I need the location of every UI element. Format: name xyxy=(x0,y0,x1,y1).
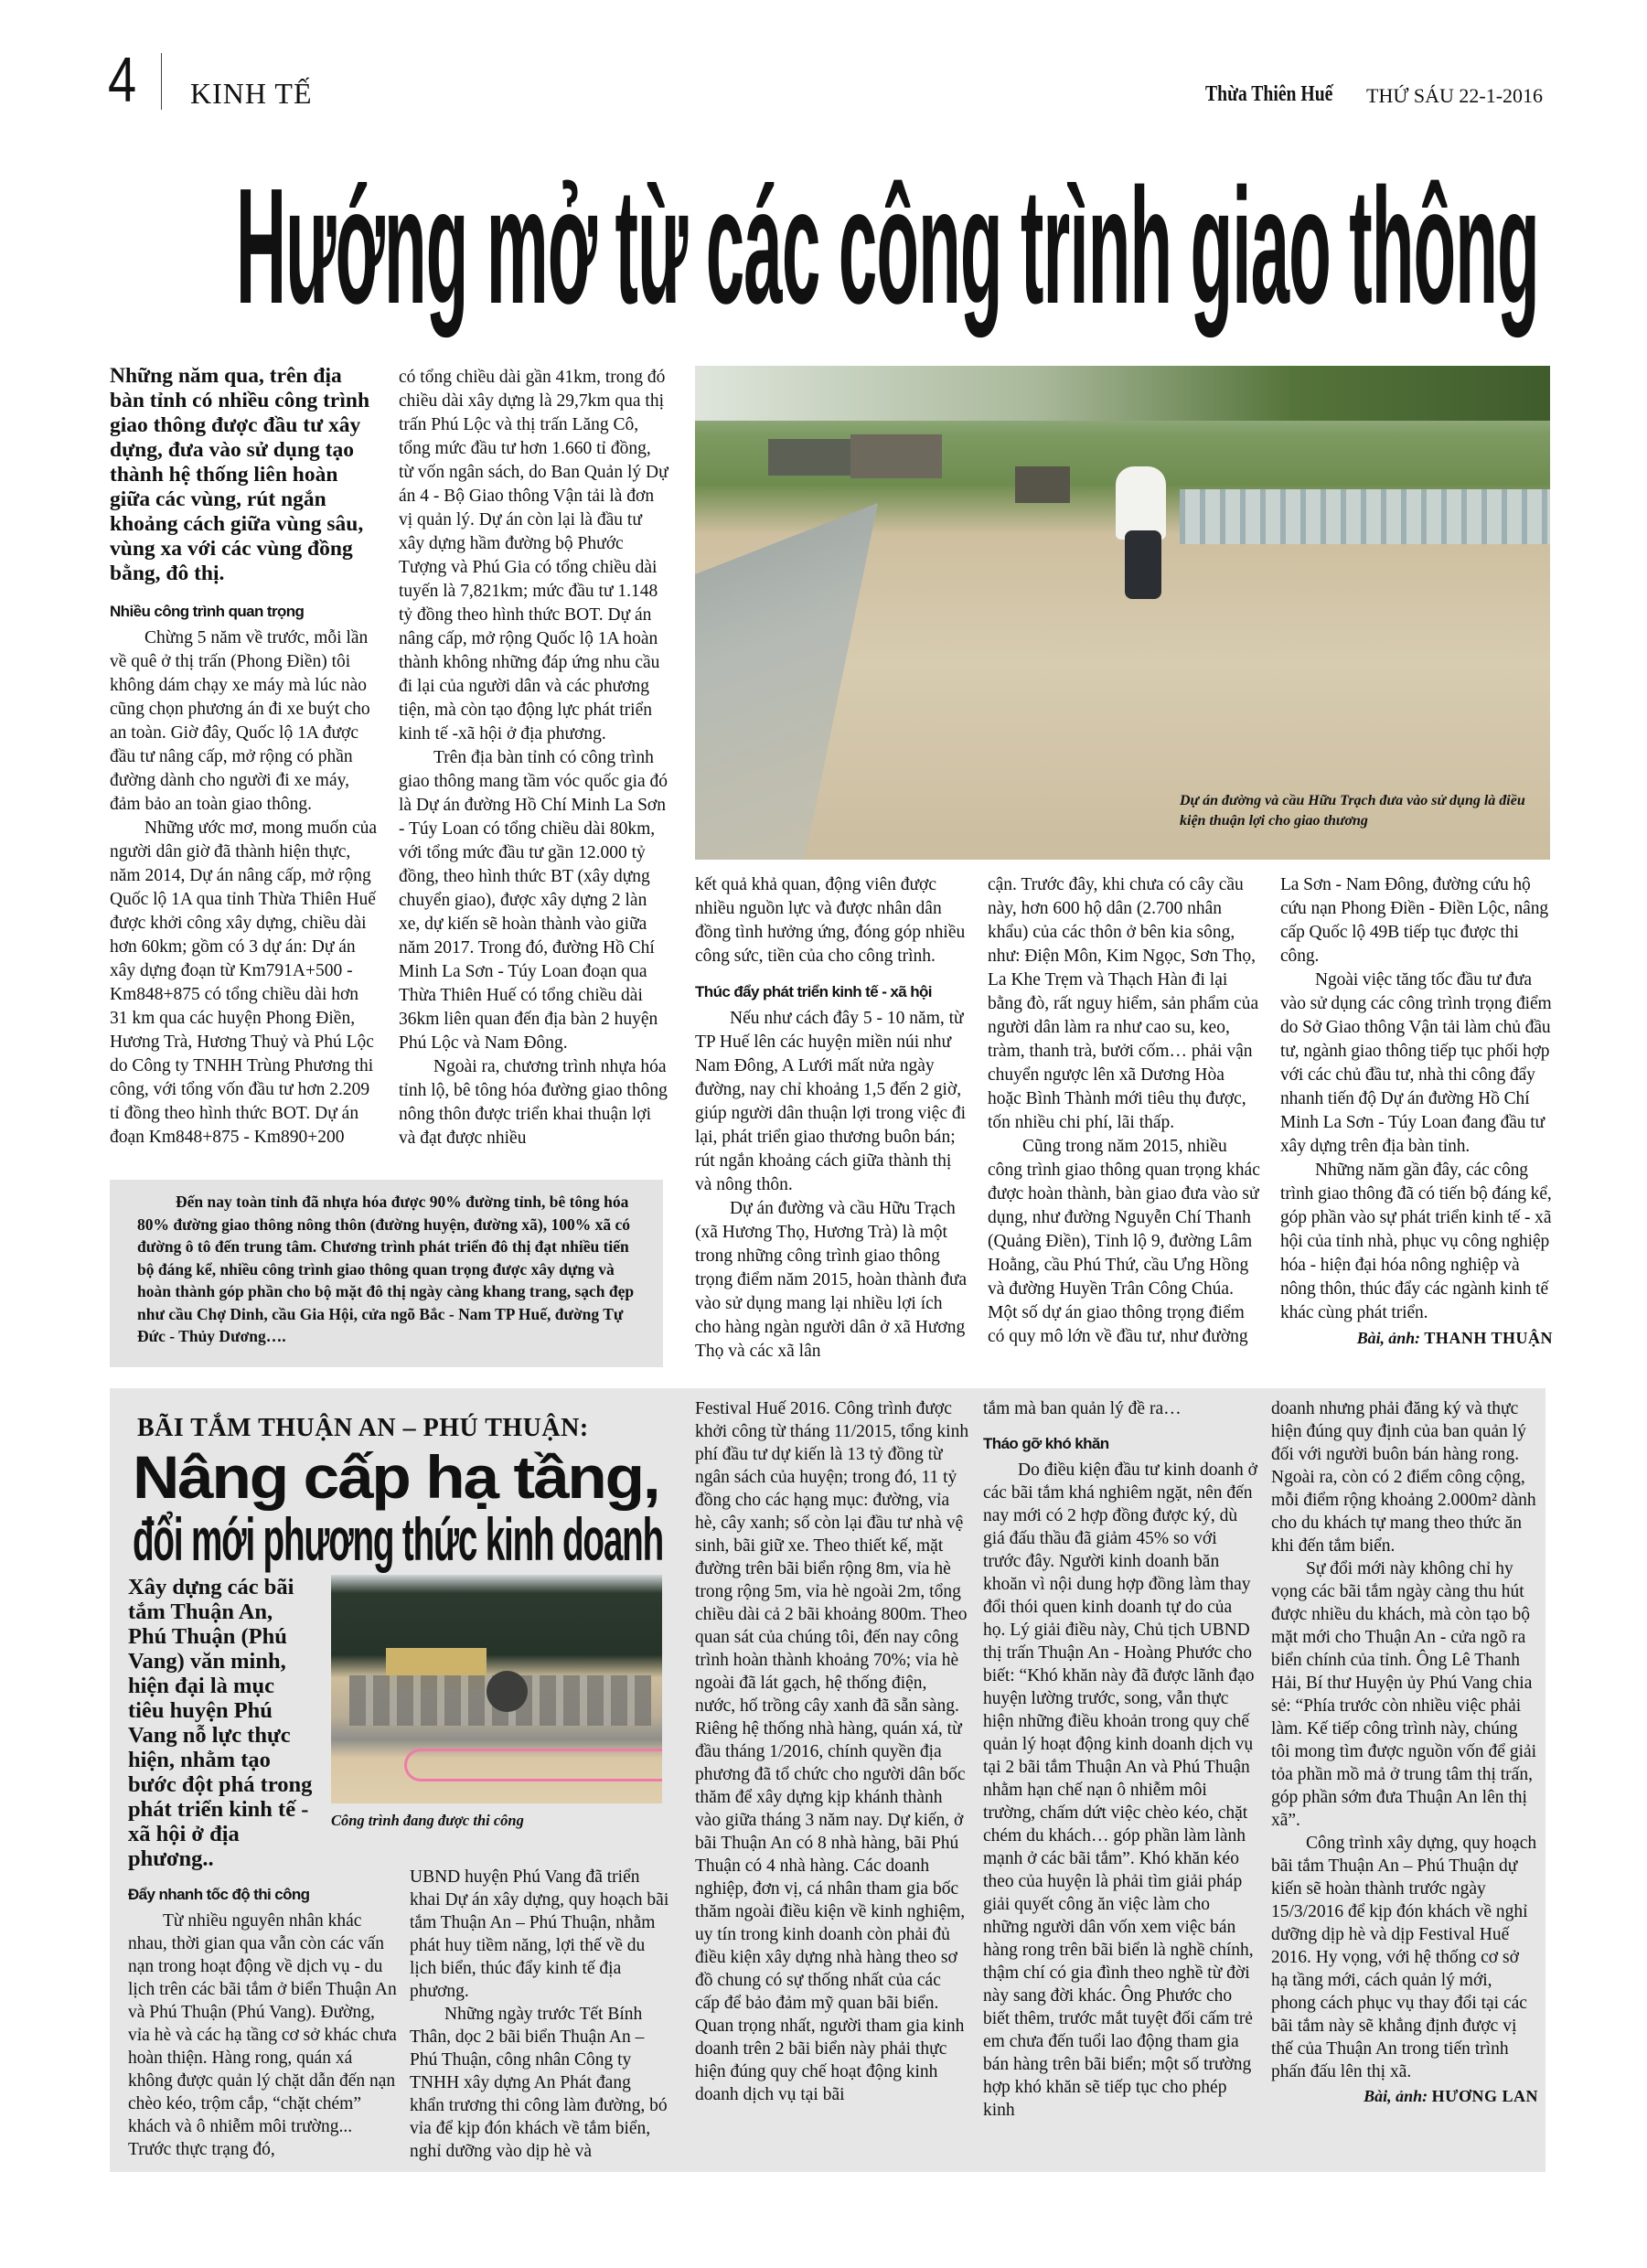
paragraph: Nếu như cách đây 5 - 10 năm, từ TP Huế lên các huyện miền núi như Nam Đông, A Lưới mất nửa ngày đường, nay chỉ khoảng 1,5 đến 2 giờ, giúp người dân thuận lợi trong việc đi lại, phát triển giao thương buôn bán; rút ngắn khoảng cách giữa thành thị và nông thôn. xyxy=(695,1009,967,1194)
article2-title-line-1: Nâng cấp hạ tầng, xyxy=(133,1443,659,1511)
newspaper-name: Thừa Thiên Huế xyxy=(1205,82,1333,106)
paragraph: Những ước mơ, mong muốn của người dân giờ đã thành hiện thực, năm 2014, Dự án nâng cấp, mở rộng Quốc lộ 1A qua tỉnh Thừa Thiên Huế được khởi công xây dựng, chiều dài hơn 60km; gồm có 3 dự án: Dự án xây dựng đoạn từ Km791A+500 - Km848+875 có tổng chiều dài hơn 31 km qua các huyện Phong Điền, Hương Trà, Hương Thuỷ và Phú Lộc do Công ty TNHH Trùng Phương thi công, với tổng vốn đầu tư hơn 2.209 tỉ đồng theo hình thức BOT. Dự án đoạn Km848+875 - Km890+200 xyxy=(110,818,378,1147)
subheading: Nhiều công trình quan trọng xyxy=(110,603,305,620)
article2-photo-caption: Công trình đang được thi công xyxy=(331,1812,524,1829)
paragraph: Ngoài việc tăng tốc đầu tư đưa vào sử dụng các công trình trọng điểm do Sở Giao thông Vận tải làm chủ đầu tư, ngành giao thông tiếp tục phối hợp với các chủ đầu tư, nhà thi công đẩy nhanh tiến độ Dự án đường Hồ Chí Minh La Sơn - Túy Loan đang đầu tư xây dựng trên địa bàn tỉnh. xyxy=(1280,970,1552,1156)
byline-author: HƯƠNG LAN xyxy=(1431,2087,1538,2105)
paragraph: Cũng trong năm 2015, nhiều công trình giao thông quan trọng khác được hoàn thành, bàn giao đưa vào sử dụng, như đường Nguyễn Chí Thanh (Quảng Điền), Tỉnh lộ 9, đường Lâm Hoằng, cầu Phú Thứ, cầu Ưng Hồng và đường Huyền Trân Công Chúa. Một số dự án giao thông trọng điểm có quy mô lớn về đầu tư, như đường xyxy=(988,1137,1260,1346)
paragraph: kết quả khả quan, động viên được nhiều nguồn lực và được nhân dân đồng tình hưởng ứng, đóng góp nhiều công sức, tiền của cho công trình. xyxy=(695,875,966,966)
paragraph: Công trình xây dựng, quy hoạch bãi tắm Thuận An – Phú Thuận dự kiến sẽ hoàn thành trước ngày 15/3/2016 để kịp đón khách về nghỉ dưỡng dịp hè và dịp Festival Huế 2016. Hy vọng, với hệ thống cơ sở hạ tầng mới, cách quản lý mới, phong cách phục vụ thay đổi tại các bãi tắm này sẽ khẳng định được vị thế của Thuận An trong tiến trình phấn đấu lên thị xã. xyxy=(1271,1834,1537,2081)
issue-date: THỨ SÁU 22-1-2016 xyxy=(1366,84,1544,107)
subheading: Thúc đẩy phát triển kinh tế - xã hội xyxy=(695,983,932,1000)
motorcyclist xyxy=(1116,466,1166,540)
paragraph: UBND huyện Phú Vang đã triển khai Dự án xây dựng, quy hoạch bãi tắm Thuận An – Phú Thuận, nhằm phát huy tiềm năng, lợi thế về du lịch biển, thúc đẩy kinh tế địa phương. xyxy=(410,1867,669,2001)
article2-column-5 xyxy=(1271,1397,1538,2083)
byline-author: THANH THUẬN xyxy=(1424,1329,1553,1347)
section-name: KINH TẾ xyxy=(190,77,313,110)
article2-column-1 xyxy=(128,1884,397,2161)
article2-kicker: BÃI TẮM THUẬN AN – PHÚ THUẬN: xyxy=(137,1414,589,1442)
truck-1 xyxy=(768,439,850,476)
paragraph: Trên địa bàn tỉnh có công trình giao thông mang tầm vóc quốc gia đó là Dự án đường Hồ Chí Minh La Sơn - Túy Loan có tổng chiều dài 80km, với tổng mức đầu tư gần 12.000 tỷ đồng, theo hình thức BT (xây dựng chuyển giao), được xây dựng 2 làn xe, dự kiến sẽ hoàn thành vào giữa năm 2017. Trong đó, đường Hồ Chí Minh La Sơn - Túy Loan đoạn qua Thừa Thiên Huế có tổng chiều dài 36km liên quan đến địa bàn 2 huyện Phú Lộc và Nam Đông. xyxy=(399,748,668,1053)
paragraph: La Sơn - Nam Đông, đường cứu hộ cứu nạn Phong Điền - Điền Lộc, nâng cấp Quốc lộ 49B tiếp tục được thi công. xyxy=(1280,875,1548,966)
page-number: 4 xyxy=(108,44,137,115)
article-right-stack xyxy=(1280,873,1553,1348)
paragraph: Dự án đường và cầu Hữu Trạch (xã Hương Thọ, Hương Trà) là một trong những công trình giao thông trọng điểm năm 2015, hoàn thành đưa vào sử dụng mang lại nhiều lợi ích cho hàng ngàn người dân ở xã Hương Thọ và các xã lân xyxy=(695,1199,968,1361)
paragraph: Từ nhiều nguyên nhân khác nhau, thời gian qua vẫn còn các vấn nạn trong hoạt động về dịch vụ - du lịch trên các bãi tắm ở biển Thuận An và Phú Thuận (Phú Vang). Đường, vỉa hè và các hạ tầng cơ sở khác chưa hoàn thiện. Hàng rong, quán xá không được quản lý chặt dẫn đến nạn chèo kéo, trộm cắp, “chặt chém” khách và ô nhiễm môi trường... Trước thực trạng đó, xyxy=(128,1911,397,2159)
cement-mixer xyxy=(487,1671,528,1712)
article-left-stack xyxy=(110,364,380,1150)
article-column-2 xyxy=(399,366,669,1150)
byline-label: Bài, ảnh: xyxy=(1356,1329,1420,1347)
bridge-railing-right xyxy=(1180,489,1550,544)
byline-label: Bài, ảnh: xyxy=(1364,2087,1428,2105)
paragraph: Ngoài ra, chương trình nhựa hóa tỉnh lộ, bê tông hóa đường giao thông nông thôn được triển khai thuận lợi và đạt được nhiều xyxy=(399,1057,668,1148)
highlight-box-text: Đến nay toàn tỉnh đã nhựa hóa được 90% đường tỉnh, bê tông hóa 80% đường giao thông nông thôn (đường huyện, đường xã), 100% xã có đường ô tô đến trung tâm. Chương trình phát triển đô thị đạt nhiều tiến bộ đáng kể, nhiều công trình giao thông quan trọng được xây dựng và hoàn thành góp phần cho bộ mặt đô thị ngày càng khang trang, sạch đẹp như cầu Chợ Dinh, cầu Gia Hội, cửa ngõ Bắc - Nam TP Huế, đường Tự Đức - Thủy Dương…. xyxy=(137,1193,635,1345)
article-lead: Những năm qua, trên địa bàn tỉnh có nhiều công trình giao thông được đầu tư xây dựng, đưa vào sử dụng tạo thành hệ thống liên hoàn giữa các vùng, rút ngắn khoảng cách giữa vùng sâu, vùng xa với các vùng đồng bằng, đô thị. xyxy=(110,364,370,585)
paragraph: Những năm gần đây, các công trình giao thông đã có tiến bộ đáng kể, góp phần vào sự phát triển kinh tế - xã hội của tỉnh nhà, phục vụ công nghiệp hóa - hiện đại hóa nông nghiệp và nông thôn, thúc đẩy các ngành kinh tế khác cùng phát triển. xyxy=(1280,1161,1552,1322)
paragraph: Những ngày trước Tết Bính Thân, dọc 2 bãi biển Thuận An – Phú Thuận, công nhân Công ty TNHH xây dựng An Phát đang khẩn trương thi công làm đường, bó vỉa để kịp đón khách về tắm biển, nghỉ dưỡng vào dịp hè và xyxy=(410,2005,668,2161)
paragraph: doanh nhưng phải đăng ký và thực hiện đúng quy định của ban quản lý đối với người buôn bán hàng rong. Ngoài ra, còn có 2 điểm công cộng, mỗi điểm rộng khoảng 2.000m² dành cho du khách tự mang theo thức ăn khi đến tắm biển. xyxy=(1271,1399,1536,1556)
header-divider xyxy=(161,53,162,110)
truck-2 xyxy=(850,434,942,478)
article-column-1 xyxy=(110,601,380,1150)
paragraph: Sự đổi mới này không chỉ hy vọng các bãi tắm ngày càng thu hút được nhiều du khách, mà còn tạo bộ mặt mới cho Thuận An - cửa ngõ ra biển chính của tỉnh. Ông Lê Thanh Hải, Bí thư Huyện ủy Phú Vang chia sẻ: “Phía trước còn nhiều việc phải làm. Kế tiếp công trình này, chúng tôi mong tìm được nguồn vốn để giải tỏa phần mồ mả ở trung tâm thị trấn, góp phần sớm đưa Thuận An lên thị xã”. xyxy=(1271,1559,1537,1830)
article-title: Hướng mở từ các công trình giao thông xyxy=(236,155,1539,338)
motorbike xyxy=(1125,530,1161,599)
paragraph: Festival Huế 2016. Công trình được khởi công từ tháng 11/2015, tổng kinh phí đầu tư dự kiến là 13 tỷ đồng từ ngân sách của huyện; trong đó, 11 tỷ đồng cho các hạng mục: đường, vỉa hè, cây xanh; số còn lại đầu tư nhà vệ sinh, bãi giữ xe. Theo thiết kế, mặt đường trên bãi biển rộng 8m, vỉa hè trong rộng 5m, vỉa hè ngoài 2m, tổng chiều dài cả 2 bãi khoảng 800m. Theo quan sát của chúng tôi, đến nay công trình hoàn thành khoảng 70%; vỉa hè ngoài đã lát gạch, hệ thống điện, nước, hố trồng cây xanh đã sẵn sàng. Riêng hệ thống nhà hàng, quán xá, từ đầu tháng 1/2016, chính quyền địa phương đã tổ chức cho người dân bốc thăm để xây dựng kịp khánh thành vào giữa tháng 3 năm nay. Dự kiến, ở bãi Thuận An có 8 nhà hàng, bãi Phú Thuận có 4 nhà hàng. Các doanh nghiệp, đơn vị, cá nhân tham gia bốc thăm ngoài điều kiện về kinh nghiệm, uy tín trong kinh doanh còn phải đủ điều kiện xây dựng nhà hàng theo sơ đồ chung có sự thống nhất của các cấp để bảo đảm mỹ quan bãi biển. Quan trọng nhất, người tham gia kinh doanh trên 2 bãi biển này phải thực hiện đúng quy chế hoạt động kinh doanh dịch vụ tại bãi xyxy=(695,1399,969,2104)
bridge-railing-left xyxy=(695,503,878,860)
tree-line xyxy=(695,366,1550,421)
pink-pipe xyxy=(404,1749,662,1781)
article-column-5 xyxy=(1280,873,1553,1325)
paragraph: có tổng chiều dài gần 41km, trong đó chiều dài xây dựng là 29,7km qua thị trấn Phú Lộc và thị trấn Lăng Cô, tổng mức đầu tư hơn 1.660 tỉ đồng, từ vốn ngân sách, do Ban Quản lý Dự án 4 - Bộ Giao thông Vận tải là đơn vị quản lý. Dự án còn lại là đầu tư xây dựng hầm đường bộ Phước Tượng và Phú Gia có tổng chiều dài tuyến là 7,821km; mức đầu tư 1.148 tỷ đồng theo hình thức BOT. Dự án nâng cấp, mở rộng Quốc lộ 1A hoàn thành không những đáp ứng nhu cầu đi lại của người dân và các phương tiện, mà còn tạo động lực phát triển kinh tế -xã hội ở địa phương. xyxy=(399,368,668,744)
article2-byline xyxy=(1271,2087,1538,2106)
article2-right-stack xyxy=(1271,1397,1538,2106)
truck-3 xyxy=(1015,466,1070,503)
paragraph: cận. Trước đây, khi chưa có cây cầu này, hơn 600 hộ dân (2.700 nhân khẩu) của các thôn ở bên kia sông, như: Điện Môn, Kim Ngọc, Sơn Thọ, La Khe Trẹm và Thạch Hàn đi lại bằng đò, rất nguy hiểm, sản phẩm của người dân làm ra như cao su, keo, tràm, thanh trà, bưởi cốm… phải vận chuyển ngược lên xã Dương Hòa hoặc Bình Thành mới tiêu thụ được, tốn nhiều chi phí, lãi thấp. xyxy=(988,875,1259,1132)
bridge-photo xyxy=(695,366,1550,860)
byline xyxy=(1280,1329,1553,1348)
paragraph: Do điều kiện đầu tư kinh doanh ở các bãi tắm khá nghiêm ngặt, nên đến nay mới có 2 hợp đồng được ký, dù giá đấu thầu đã giảm 45% so với trước đây. Người kinh doanh băn khoăn vì nội dung hợp đồng làm thay đổi thói quen kinh doanh tự do của họ. Lý giải điều này, Chủ tịch UBND thị trấn Thuận An - Hoàng Phước cho biết: “Khó khăn này đã được lãnh đạo huyện lường trước, song, vẫn thực hiện những điều khoản trong quy chế quản lý hoạt động kinh doanh dịch vụ tại 2 bãi tắm Thuận An và Phú Thuận nhằm hạn chế nạn ô nhiễm môi trường, chấm dứt việc chèo kéo, chặt chém du khách… góp phần làm lành mạnh ở các bãi tắm”. Khó khăn kéo theo của huyện là phải tìm giải pháp giải quyết công ăn việc làm cho những người dân vốn xem việc bán hàng rong trên bãi biển là nghề chính, thậm chí có gia đình theo nghề từ đời này sang đời khác. Ông Phước cho biết thêm, trước mắt tuyệt đối cấm trẻ em chưa đến tuổi lao động tham gia bán hàng trên bãi biển; một số trường hợp khó khăn sẽ tiếp tục cho phép kinh xyxy=(983,1460,1257,2120)
article2-column-2 xyxy=(410,1866,669,2163)
subheading: Tháo gỡ khó khăn xyxy=(983,1435,1109,1452)
subheading: Đẩy nhanh tốc độ thi công xyxy=(128,1886,310,1903)
photo-caption: Dự án đường và cầu Hữu Trạch đưa vào sử dụng là điều kiện thuận lợi cho giao thương xyxy=(1180,793,1525,829)
paragraph: tắm mà ban quản lý đề ra… xyxy=(983,1399,1182,1418)
article2-column-3 xyxy=(695,1397,969,2106)
article2-lead: Xây dựng các bãi tắm Thuận An, Phú Thuận (Phú Vang) văn minh, hiện đại là mục tiêu huyện Phú Vang nỗ lực thực hiện, nhằm tạo bước đột phá trong phát triển kinh tế - xã hội ở địa phương.. xyxy=(128,1575,313,1871)
article-column-4 xyxy=(988,873,1262,1349)
article-column-3 xyxy=(695,873,971,1364)
construction-photo xyxy=(331,1575,662,1803)
article2-title-line-2: đổi mới phương thức kinh doanh xyxy=(133,1505,664,1573)
paragraph: Chừng 5 năm về trước, mỗi lần về quê ở thị trấn (Phong Điền) tôi không dám chạy xe máy mà lúc nào cũng chọn phương án đi xe buýt cho an toàn. Giờ đây, Quốc lộ 1A được đầu tư nâng cấp, mở rộng có phần đường dành cho người đi xe máy, đảm bảo an toàn giao thông. xyxy=(110,628,370,814)
article2-column-4 xyxy=(983,1397,1257,2122)
